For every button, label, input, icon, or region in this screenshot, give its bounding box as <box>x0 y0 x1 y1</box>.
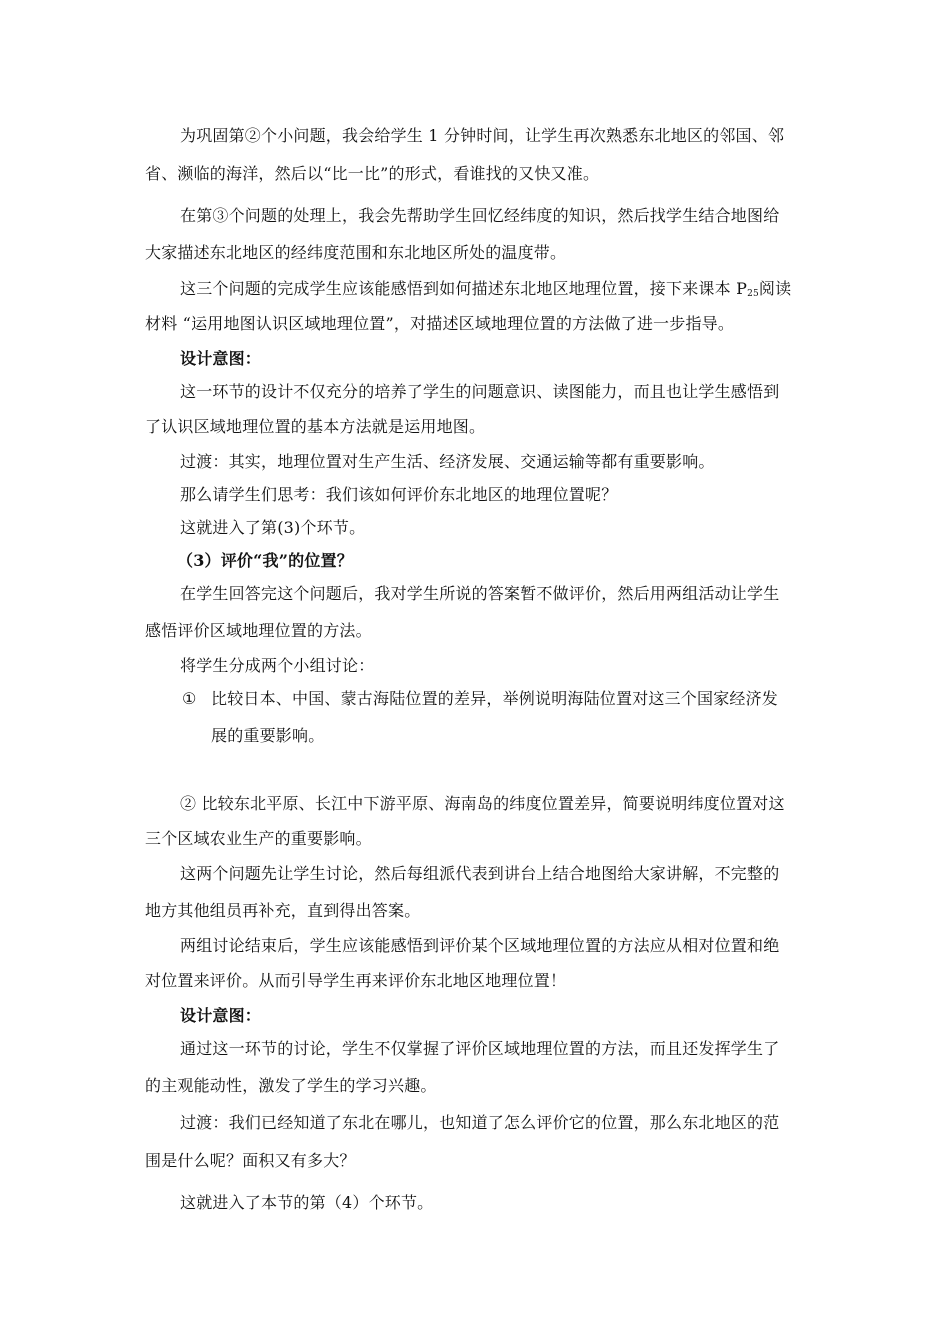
section-heading: 设计意图： <box>180 349 262 368</box>
paragraph-line: 那么请学生们思考：我们该如何评价东北地区的地理位置呢？ <box>180 485 618 504</box>
section-heading: （3）评价“我”的位置？ <box>177 551 353 570</box>
page-subscript: 25 <box>747 289 759 299</box>
paragraph-line: 过渡：我们已经知道了东北在哪儿，也知道了怎么评价它的位置，那么东北地区的范 <box>180 1113 780 1132</box>
paragraph-line: 省、濒临的海洋，然后以“比一比”的形式，看谁找的又快又准。 <box>145 164 600 183</box>
paragraph-line: 这一环节的设计不仅充分的培养了学生的问题意识、读图能力，而且也让学生感悟到 <box>180 382 780 401</box>
paragraph-line: 这两个问题先让学生讨论，然后每组派代表到讲台上结合地图给大家讲解，不完整的 <box>180 864 780 883</box>
paragraph-text: 这三个问题的完成学生应该能感悟到如何描述东北地区地理位置，接下来课本 P <box>180 279 748 298</box>
paragraph-line <box>180 278 791 305</box>
paragraph-line: 对位置来评价。从而引导学生再来评价东北地区地理位置！ <box>145 971 567 990</box>
paragraph-line: 在学生回答完这个问题后，我对学生所说的答案暂不做评价，然后用两组活动让学生 <box>180 584 780 603</box>
paragraph-line: 这就进入了第(3)个环节。 <box>180 518 366 537</box>
section-heading: 设计意图： <box>180 1006 262 1025</box>
paragraph-line: 在第③个问题的处理上，我会先帮助学生回忆经纬度的知识，然后找学生结合地图给 <box>180 206 780 225</box>
paragraph-line: 感悟评价区域地理位置的方法。 <box>145 621 372 640</box>
list-item-line: ② 比较东北平原、长江中下游平原、海南岛的纬度位置差异，简要说明纬度位置对这 <box>180 794 785 813</box>
list-item-line: 比较日本、中国、蒙古海陆位置的差异，举例说明海陆位置对这三个国家经济发 <box>211 689 779 708</box>
paragraph-line: 为巩固第②个小问题，我会给学生 1 分钟时间，让学生再次熟悉东北地区的邻国、邻 <box>180 126 785 145</box>
paragraph-line: 围是什么呢？面积又有多大？ <box>145 1151 356 1170</box>
list-item-number: ① <box>182 689 197 708</box>
paragraph-line: 地方其他组员再补充，直到得出答案。 <box>145 901 421 920</box>
paragraph-line: 材料 “运用地图认识区域地理位置”，对描述区域地理位置的方法做了进一步指导。 <box>145 314 735 333</box>
paragraph-line: 的主观能动性，激发了学生的学习兴趣。 <box>145 1076 437 1095</box>
paragraph-line: 将学生分成两个小组讨论： <box>180 656 375 675</box>
paragraph-line: 这就进入了本节的第（4）个环节。 <box>180 1193 434 1212</box>
paragraph-line: 大家描述东北地区的经纬度范围和东北地区所处的温度带。 <box>145 243 567 262</box>
paragraph-line: 了认识区域地理位置的基本方法就是运用地图。 <box>145 417 486 436</box>
list-item-line: 三个区域农业生产的重要影响。 <box>145 829 372 848</box>
paragraph-line: 通过这一环节的讨论，学生不仅掌握了评价区域地理位置的方法，而且还发挥学生了 <box>180 1039 780 1058</box>
paragraph-line: 过渡：其实，地理位置对生产生活、经济发展、交通运输等都有重要影响。 <box>180 452 715 471</box>
paragraph-line: 两组讨论结束后，学生应该能感悟到评价某个区域地理位置的方法应从相对位置和绝 <box>180 936 780 955</box>
list-item-line: 展的重要影响。 <box>211 726 325 745</box>
paragraph-text: 阅读 <box>758 279 792 298</box>
